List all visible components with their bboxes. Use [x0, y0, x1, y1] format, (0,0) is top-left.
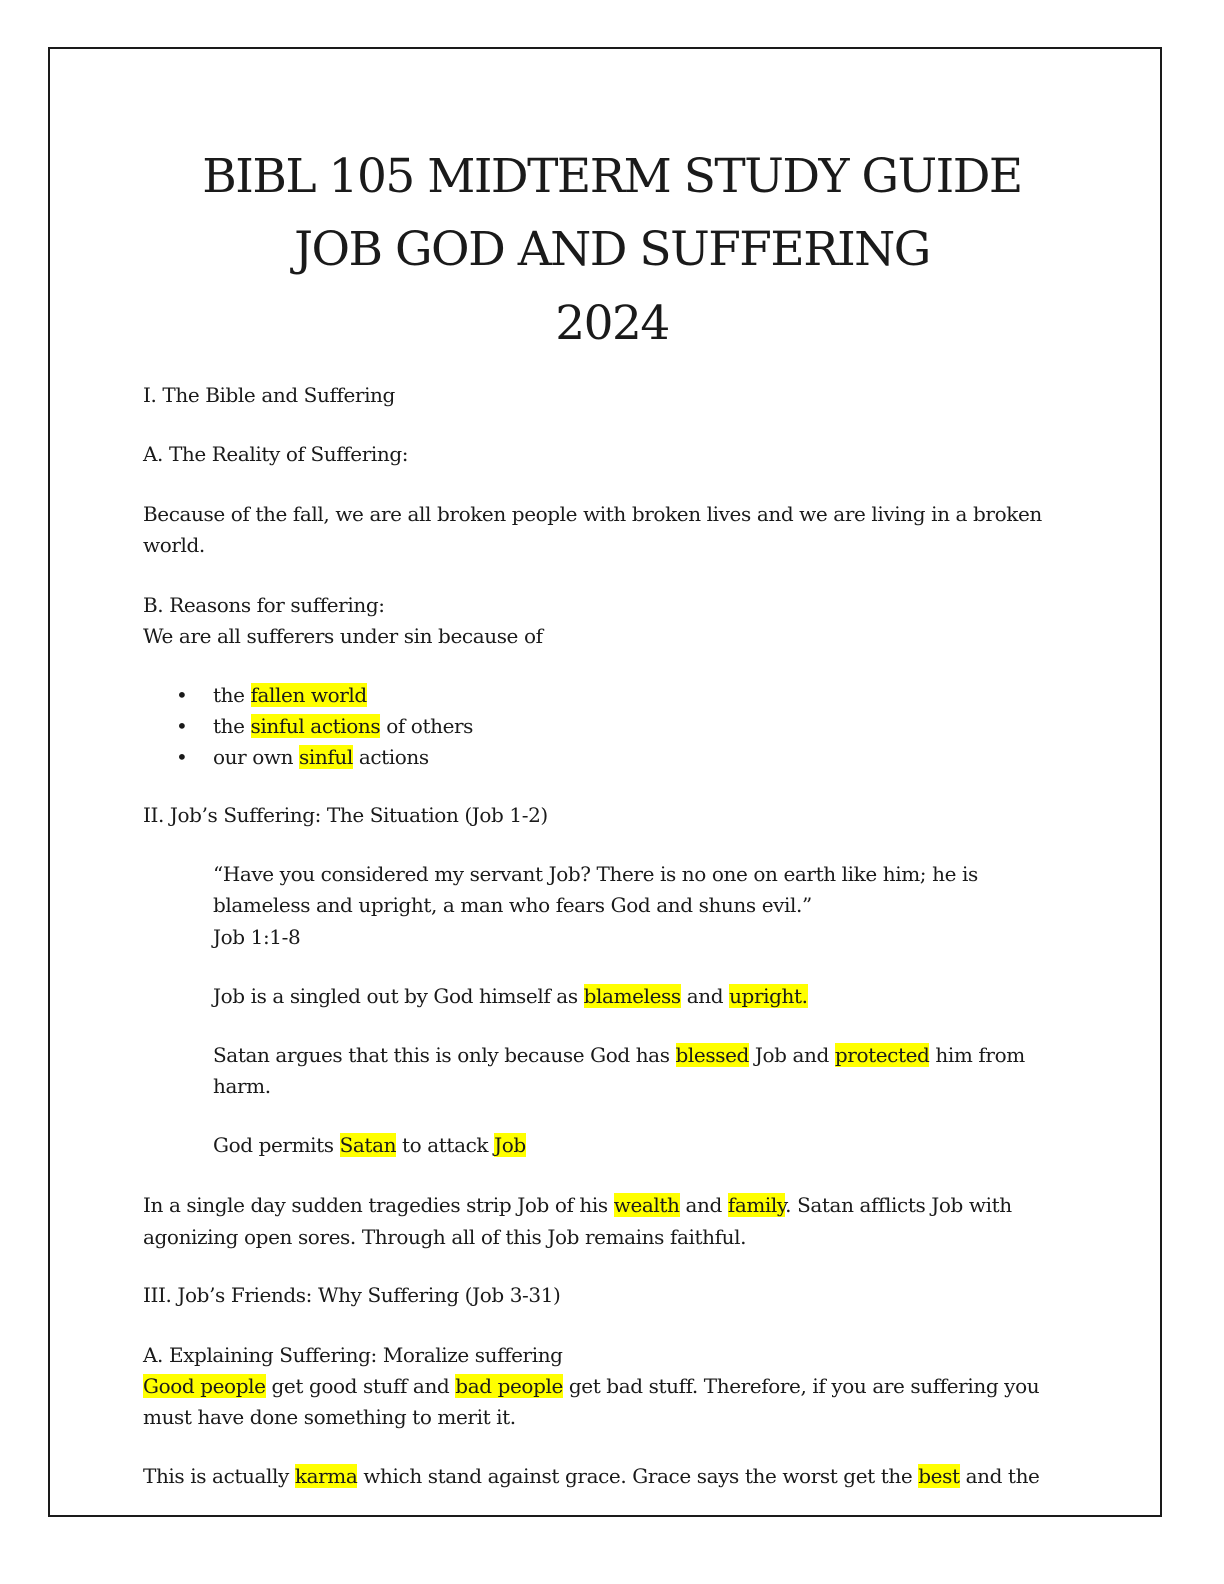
- text: our own: [213, 745, 300, 769]
- paragraph-line: Because of the fall, we are all broken people with broken lives and we are living in a broken: [143, 502, 1042, 526]
- text: actions: [352, 745, 429, 769]
- section-heading: III. Job’s Friends: Why Suffering (Job 3-31): [143, 1283, 561, 1307]
- highlight: Satan: [339, 1133, 397, 1157]
- text: him from: [929, 1043, 1025, 1067]
- text: get bad stuff. Therefore, if you are suffering you: [562, 1374, 1040, 1398]
- subsection-heading: A. Explaining Suffering: Moralize suffering: [143, 1343, 563, 1367]
- highlight: karma: [294, 1464, 358, 1488]
- paragraph-line: We are all sufferers under sin because of: [143, 624, 543, 648]
- quote-reference: Job 1:1-8: [213, 925, 301, 949]
- highlight: upright.: [729, 984, 808, 1008]
- paragraph-line: harm.: [213, 1074, 271, 1098]
- text: and: [679, 1193, 728, 1217]
- highlight: best: [918, 1464, 960, 1488]
- highlight: wealth: [613, 1193, 680, 1217]
- paragraph-line: [143, 1193, 1012, 1217]
- text: which stand against grace. Grace says the worst get the: [357, 1464, 919, 1488]
- text: to attack: [396, 1133, 495, 1157]
- paragraph-line: [213, 1043, 1025, 1067]
- text: and: [680, 984, 730, 1008]
- quote-line: “Have you considered my servant Job? There is no one on earth like him; he is: [213, 862, 978, 886]
- paragraph-line: [213, 1133, 526, 1157]
- highlight: protected: [834, 1043, 930, 1067]
- title-line-1: BIBL 105 MIDTERM STUDY GUIDE: [202, 149, 1022, 204]
- bullet-icon: •: [176, 714, 188, 738]
- highlight: sinful: [299, 745, 353, 769]
- text: . Satan afflicts Job with: [785, 1193, 1012, 1217]
- text: In a single day sudden tragedies strip Job of his: [143, 1193, 614, 1217]
- highlight: Good people: [143, 1374, 266, 1398]
- paragraph-line: must have done something to merit it.: [143, 1405, 516, 1429]
- highlight: Job: [494, 1133, 526, 1157]
- text: This is actually: [143, 1464, 295, 1488]
- subsection-heading: A. The Reality of Suffering:: [143, 442, 409, 466]
- text: the: [213, 714, 251, 738]
- bullet-icon: •: [176, 745, 188, 769]
- paragraph-line: [213, 984, 808, 1008]
- highlight: bad people: [455, 1374, 563, 1398]
- text: the: [213, 683, 251, 707]
- paragraph-line: [143, 1464, 1040, 1488]
- highlight: blameless: [583, 984, 681, 1008]
- highlight: sinful actions: [250, 714, 381, 738]
- text: Job is a singled out by God himself as: [213, 984, 584, 1008]
- paragraph-line: agonizing open sores. Through all of this Job remains faithful.: [143, 1225, 747, 1249]
- bullet-item: [213, 714, 473, 738]
- text: Job and: [748, 1043, 835, 1067]
- text: Satan argues that this is only because God has: [213, 1043, 676, 1067]
- paragraph-line: world.: [143, 533, 205, 557]
- text: of others: [380, 714, 474, 738]
- highlight: blessed: [675, 1043, 749, 1067]
- text: God permits: [213, 1133, 340, 1157]
- title-line-3: 2024: [555, 296, 669, 351]
- paragraph-line: [143, 1374, 1039, 1398]
- text: and the: [959, 1464, 1040, 1488]
- text: get good stuff and: [265, 1374, 456, 1398]
- quote-line: blameless and upright, a man who fears God and shuns evil.”: [213, 893, 812, 917]
- title-line-2: JOB GOD AND SUFFERING: [294, 222, 930, 277]
- highlight: fallen world: [250, 683, 367, 707]
- bullet-item: [213, 683, 367, 707]
- section-heading: II. Job’s Suffering: The Situation (Job 1-2): [143, 803, 548, 827]
- bullet-item: [213, 745, 429, 769]
- bullet-icon: •: [176, 683, 188, 707]
- subsection-heading: B. Reasons for suffering:: [143, 593, 385, 617]
- highlight: family: [727, 1193, 786, 1217]
- section-heading: I. The Bible and Suffering: [143, 383, 395, 407]
